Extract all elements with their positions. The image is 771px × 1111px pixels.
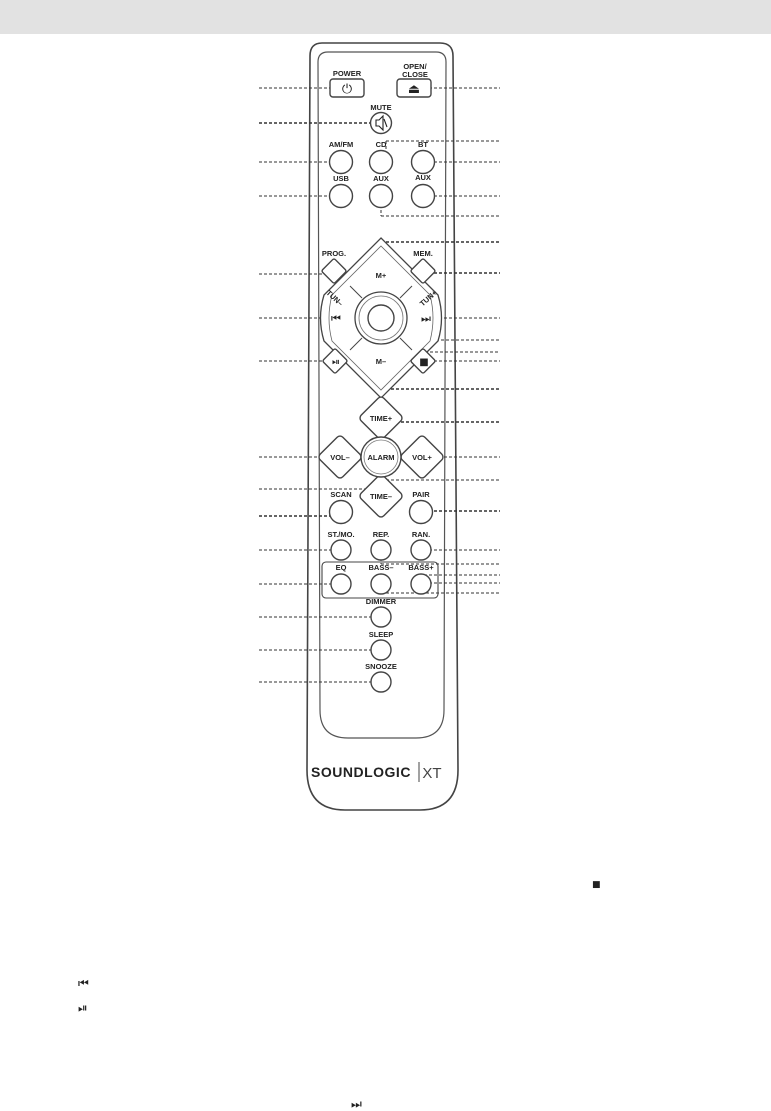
open-close-label-line1: OPEN/ bbox=[403, 62, 427, 71]
usb-button[interactable] bbox=[330, 185, 353, 208]
prev-track-icon: ⏮ bbox=[331, 312, 341, 325]
prog-label: PROG. bbox=[321, 249, 347, 258]
usb-label: USB bbox=[333, 174, 349, 183]
bass-minus-button[interactable] bbox=[371, 574, 391, 594]
play-pause-symbol-reference: ⏯ bbox=[78, 1001, 88, 1015]
mute-label: MUTE bbox=[370, 103, 392, 112]
sleep-label: SLEEP bbox=[368, 630, 394, 639]
snooze-button[interactable] bbox=[371, 672, 391, 692]
cd-label: CD bbox=[375, 140, 387, 149]
pair-button[interactable] bbox=[410, 501, 433, 524]
st-mo-button[interactable] bbox=[331, 540, 351, 560]
aux-left-label: AUX bbox=[373, 174, 389, 183]
bt-button[interactable] bbox=[412, 151, 435, 174]
time-plus-label: TIME+ bbox=[369, 414, 393, 423]
scan-button[interactable] bbox=[330, 501, 353, 524]
pair-label: PAIR bbox=[412, 490, 430, 499]
snooze-label: SNOOZE bbox=[365, 662, 397, 671]
vol-plus-label: VOL+ bbox=[412, 453, 432, 462]
stop-icon: ■ bbox=[419, 357, 429, 368]
eq-label: EQ bbox=[335, 563, 347, 572]
bt-label: BT bbox=[418, 140, 428, 149]
brand-logo: SOUNDLOGIC bbox=[311, 764, 411, 780]
am-fm-button[interactable] bbox=[330, 151, 353, 174]
tun-minus-label: TUN– bbox=[324, 288, 345, 309]
power-label: POWER bbox=[332, 69, 362, 78]
cd-button[interactable] bbox=[370, 151, 393, 174]
rep-label: REP. bbox=[372, 530, 390, 539]
m-minus-label: M– bbox=[375, 357, 387, 366]
aux-right-button[interactable] bbox=[412, 185, 435, 208]
next-track-icon: ⏭ bbox=[421, 312, 431, 325]
mute-button[interactable] bbox=[371, 113, 392, 134]
open-close-label-line2: CLOSE bbox=[402, 70, 428, 79]
time-minus-label: TIME– bbox=[369, 492, 393, 501]
dimmer-button[interactable] bbox=[371, 607, 391, 627]
bass-minus-label: BASS– bbox=[368, 563, 394, 572]
aux-right-label: AUX bbox=[415, 173, 431, 182]
power-icon: ⏻ bbox=[341, 82, 353, 97]
play-pause-icon: ⏯ bbox=[332, 357, 340, 368]
ran-label: RAN. bbox=[411, 530, 431, 539]
vol-minus-label: VOL– bbox=[330, 453, 350, 462]
aux-left-button[interactable] bbox=[370, 185, 393, 208]
am-fm-label: AM/FM bbox=[328, 140, 354, 149]
rep-button[interactable] bbox=[371, 540, 391, 560]
dimmer-label: DIMMER bbox=[365, 597, 397, 606]
bass-plus-button[interactable] bbox=[411, 574, 431, 594]
ran-button[interactable] bbox=[411, 540, 431, 560]
mem-label: MEM. bbox=[413, 249, 433, 258]
center-select-button[interactable] bbox=[368, 305, 394, 331]
bass-plus-label: BASS+ bbox=[408, 563, 434, 572]
eject-icon: ⏏ bbox=[407, 82, 421, 97]
brand-model: XT bbox=[422, 765, 442, 782]
alarm-label: ALARM bbox=[367, 453, 395, 462]
sleep-button[interactable] bbox=[371, 640, 391, 660]
next-symbol-reference: ⏭ bbox=[351, 1097, 362, 1111]
scan-label: SCAN bbox=[330, 490, 352, 499]
prev-symbol-reference: ⏮ bbox=[78, 976, 89, 990]
eq-button[interactable] bbox=[331, 574, 351, 594]
stop-symbol-reference: ■ bbox=[592, 880, 601, 890]
tun-plus-label: TUN+ bbox=[417, 288, 439, 309]
st-mo-label: ST./MO. bbox=[327, 530, 355, 539]
m-plus-label: M+ bbox=[375, 271, 387, 280]
